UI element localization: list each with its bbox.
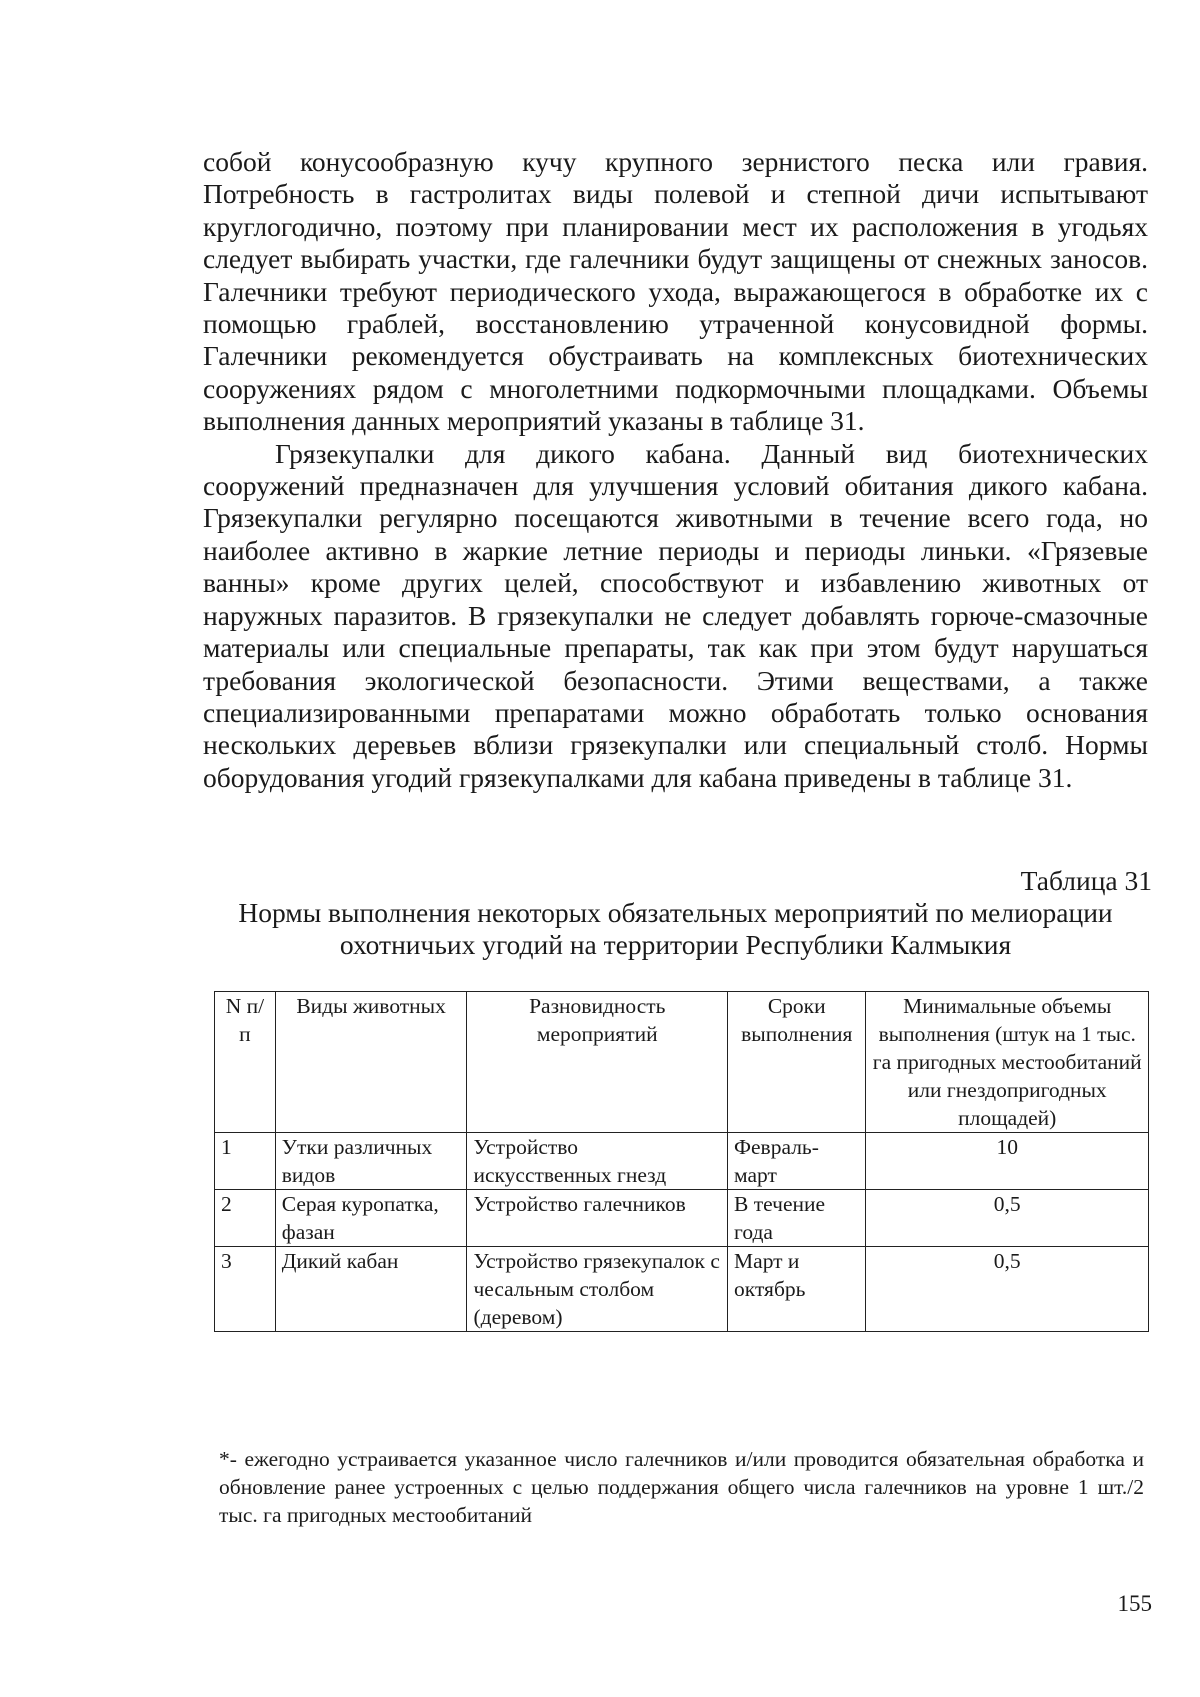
cell-activity-type: Устройство галечников	[467, 1190, 728, 1247]
cell-min-volume: 10	[866, 1133, 1149, 1190]
cell-activity-type: Устройство грязекупалок с чесальным столбом (деревом)	[467, 1247, 728, 1332]
table-label: Таблица 31	[1020, 865, 1152, 896]
cell-animal-species: Утки различных видов	[275, 1133, 467, 1190]
table-row	[215, 1190, 1149, 1247]
header-number: N п/п	[215, 992, 276, 1133]
cell-timing: В течение года	[728, 1190, 866, 1247]
norms-table	[214, 991, 1149, 1332]
page-number: 155	[1117, 1591, 1152, 1616]
cell-number: 3	[215, 1247, 276, 1332]
table-row	[215, 1133, 1149, 1190]
paragraph-mud-baths: Грязекупалки для дикого кабана. Данный вид биотехнических сооружений предназначен для улучшения условий обитания дикого кабана. Грязекупалки регулярно посещаются животными в течение всего года, но наиболее активно в жаркие летние периоды и периоды линьки. «Грязевые ванны» кроме других целей, способствуют и избавлению животных от наружных паразитов. В грязекупалки не следует добавлять горюче-смазочные материалы или специальные препараты, так как при этом будут нарушаться требования экологической безопасности. Этими веществами, а также специализированными препаратами можно обработать только основания нескольких деревьев вблизи грязекупалки или специальный столб. Нормы оборудования угодий грязекупалками для кабана приведены в таблице 31.	[203, 437, 1148, 793]
cell-animal-species: Дикий кабан	[275, 1247, 467, 1332]
table-row	[215, 1247, 1149, 1332]
cell-number: 2	[215, 1190, 276, 1247]
header-activity-type: Разновидность мероприятий	[467, 992, 728, 1133]
cell-number: 1	[215, 1133, 276, 1190]
cell-timing: Февраль-март	[728, 1133, 866, 1190]
header-min-volume: Минимальные объемы выполнения (штук на 1 тыс. га пригодных местообитаний или гнездопригодных площадей)	[866, 992, 1149, 1133]
table-header-row	[215, 992, 1149, 1133]
table-footnote: *- ежегодно устраивается указанное число галечников и/или проводится обязательная обработка и обновление ранее устроенных с целью поддержания общего числа галечников на уровне 1 шт./2 тыс. га пригодных местообитаний	[219, 1447, 1144, 1527]
cell-min-volume: 0,5	[866, 1190, 1149, 1247]
paragraph-gastroliths: собой конусообразную кучу крупного зернистого песка или гравия. Потребность в гастролитах виды полевой и степной дичи испытывают круглогодично, поэтому при планировании мест их расположения в угодьях следует выбирать участки, где галечники будут защищены от снежных заносов. Галечники требуют периодического ухода, выражающегося в обработке их с помощью граблей, восстановлению утраченной конусовидной формы. Галечники рекомендуется обустраивать на комплексных биотехнических сооружениях рядом с многолетними подкормочными площадками. Объемы выполнения данных мероприятий указаны в таблице 31.	[203, 146, 1148, 437]
cell-min-volume: 0,5	[866, 1247, 1149, 1332]
cell-timing: Март и октябрь	[728, 1247, 866, 1332]
body-text	[203, 146, 1148, 794]
table-title-line: Нормы выполнения некоторых обязательных мероприятий по мелиорации	[238, 897, 1113, 928]
table-title	[203, 897, 1148, 961]
cell-animal-species: Серая куропатка, фазан	[275, 1190, 467, 1247]
table-title-line: охотничьих угодий на территории Республики Калмыкия	[339, 929, 1012, 960]
header-animal-species: Виды животных	[275, 992, 467, 1133]
cell-activity-type: Устройство искусственных гнезд	[467, 1133, 728, 1190]
header-timing: Сроки выполнения	[728, 992, 866, 1133]
